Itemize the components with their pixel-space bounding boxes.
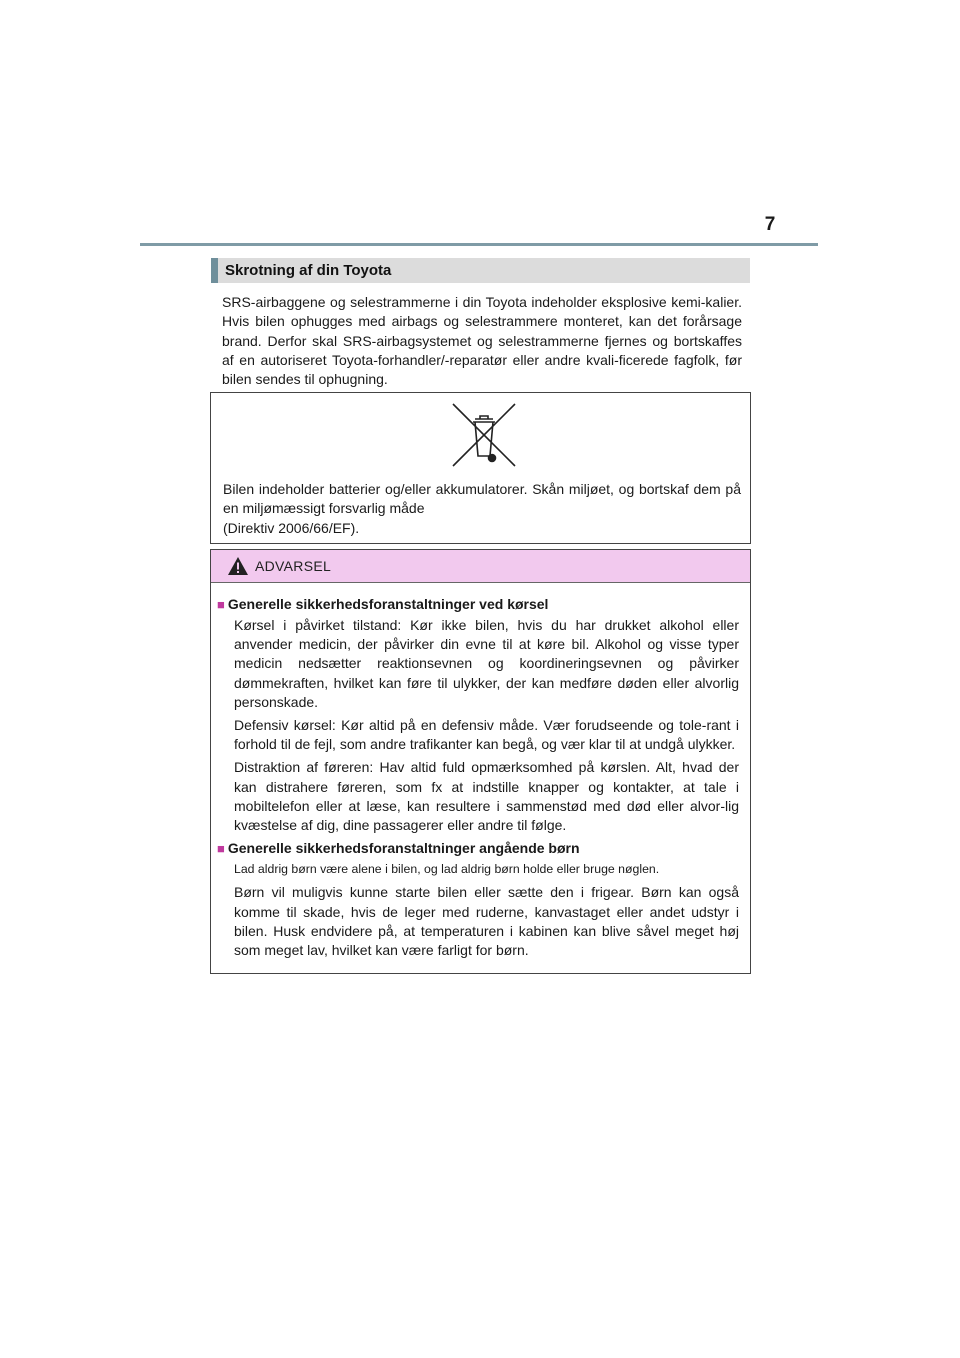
warning-body — [211, 583, 750, 960]
warning-box — [210, 549, 751, 974]
warning-group-heading-text: Generelle sikkerhedsforanstaltninger angående børn — [227, 840, 580, 857]
warning-group-heading — [217, 839, 739, 858]
warning-paragraph: Defensiv kørsel: Kør altid på en defensiv måde. Vær forudseende og tole-rant i forhold til de fejl, som andre trafikanter kan begå, og vær klar til at undgå ulykker. — [234, 717, 739, 753]
warning-paragraph: Kørsel i påvirket tilstand: Kør ikke bilen, hvis du har drukket alkohol eller anvender medicin, der påvirker din evne til at køre bil. Alkohol og visse typer medicin nedsætter reaktionsevnen og koordineringsevnen og påvirker dømmekraften, hvilket kan føre til ulykker, der kan medføre døden eller alvorlig personskade. — [234, 617, 739, 710]
warning-paragraph: Lad aldrig børn være alene i bilen, og lad aldrig børn holde eller bruge nøglen. — [234, 862, 660, 877]
directive-reference: (Direktiv 2006/66/EF). — [223, 519, 360, 536]
intro-paragraph: SRS-airbaggene og selestrammerne i din Toyota indeholder eksplosive kemi-kalier. Hvis bilen ophugges med airbags og selestrammere monteret, kan det forårsage brand. Derfor skal SRS-airbagsystemet og selestrammerne fjernes og bortskaffes af en autoriseret Toyota-forhandler/-reparatør eller andre kvali-ficerede fagfolk, før bilen sendes til ophugning. — [222, 294, 742, 388]
section-heading: Skrotning af din Toyota — [211, 258, 750, 283]
warning-paragraph: Børn vil muligvis kunne starte bilen eller sætte den i frigear. Børn kan også komme til skade, hvis de leger med ruderne, kanvastaget eller andet udstyr i bilen. Husk endvidere på, at temperaturen i kabinen kan blive såvel meget høj som meget lav, hvilket kan være farligt for børn. — [234, 884, 739, 959]
battery-disposal-notice — [210, 392, 751, 544]
square-bullet-icon: ■ — [217, 597, 225, 612]
warning-title: ADVARSEL — [255, 558, 332, 574]
page-number: 7 — [764, 214, 776, 235]
warning-group-heading-text: Generelle sikkerhedsforanstaltninger ved kørsel — [227, 596, 549, 612]
warning-triangle-icon — [227, 556, 249, 576]
warning-paragraph: Distraktion af føreren: Hav altid fuld opmærksomhed på kørslen. Alt, hvad der kan distrahere føreren, som fx at indstille knapper og kontakter, at tale i mobiltelefon eller at læse, kan resultere i sammenstød med død eller alvor-lig kvæstelse af dig, dine passagerer eller andre til følge. — [234, 759, 739, 834]
battery-disposal-sentence: Bilen indeholder batterier og/eller akkumulatorer. Skån miljøet, og bortskaf dem på en miljømæssigt forsvarlig måde — [223, 481, 741, 517]
warning-group-heading — [217, 595, 739, 614]
crossed-out-wheelie-bin-icon — [451, 402, 517, 468]
warning-header — [211, 550, 750, 583]
battery-disposal-text — [223, 480, 741, 538]
header-divider — [140, 243, 818, 246]
square-bullet-icon: ■ — [217, 841, 225, 857]
